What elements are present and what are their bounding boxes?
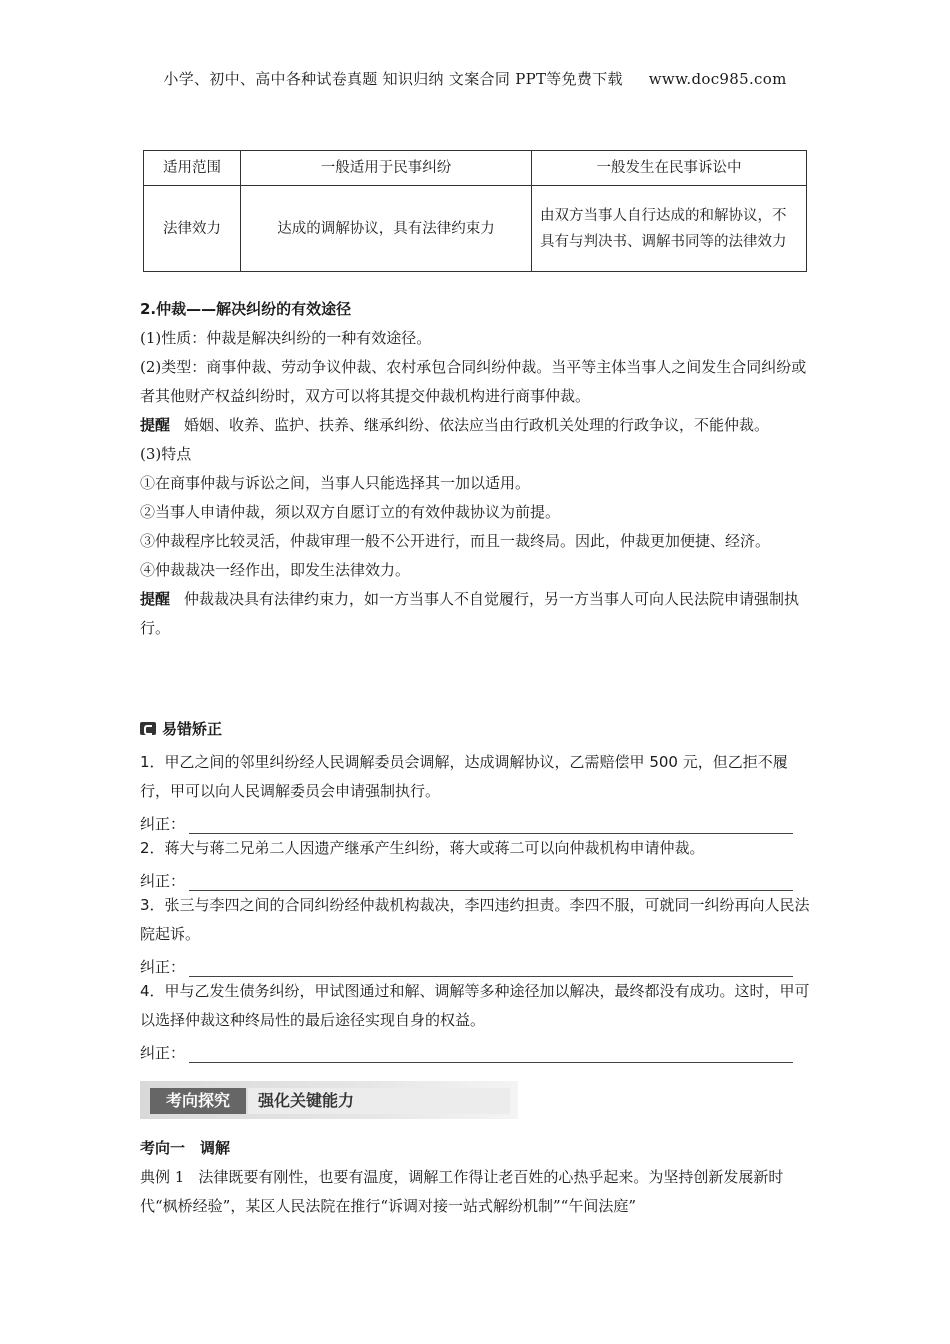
header-text: 小学、初中、高中各种试卷真题 知识归纳 文案合同 PPT等免费下载 [163, 70, 623, 88]
arbitration-section [140, 295, 810, 643]
section-title: 2.仲裁——解决纠纷的有效途径 [140, 300, 352, 318]
correction-label: 纠正： [140, 958, 186, 976]
types-text: (2)类型：商事仲裁、劳动争议仲裁、农村承包合同纠纷仲裁。当平等主体当事人之间发生合同纠纷或者其他财产权益纠纷时，双方可以将其提交仲裁机构进行商事仲裁。 [140, 358, 807, 405]
correction-label: 纠正： [140, 1044, 186, 1062]
row-label: 法律效力 [144, 186, 241, 272]
topic-section [140, 1134, 810, 1221]
tip-label: 提醒 [140, 416, 171, 434]
table-row [144, 186, 807, 272]
corrections-section [140, 716, 810, 1063]
section-banner [140, 1081, 518, 1119]
corrections-title: 易错矫正 [162, 719, 223, 738]
correction-input-line[interactable] [189, 872, 793, 891]
banner-primary: 考向探究 [150, 1088, 246, 1114]
mediation-cell: 达成的调解协议，具有法律约束力 [241, 186, 532, 272]
header-url[interactable]: www.doc985.com [648, 70, 787, 88]
topic-title: 考向一 调解 [140, 1139, 231, 1157]
feature-item: ②当事人申请仲裁，须以双方自愿订立的有效仲裁协议为前提。 [140, 503, 561, 521]
feature-item: ①在商事仲裁与诉讼之间，当事人只能选择其一加以适用。 [140, 474, 531, 492]
correction-input-line[interactable] [189, 1044, 793, 1063]
litigation-cell: 一般发生在民事诉讼中 [532, 151, 807, 186]
example-text: 法律既要有刚性，也要有温度，调解工作得让老百姓的心热乎起来。为坚持创新发展新时代“枫桥经验”，某区人民法院在推行“诉调对接一站式解纷机制”“午间法庭” [140, 1168, 784, 1215]
question-item: 2．蒋大与蒋二兄弟二人因遗产继承产生纠纷，蒋大或蒋二可以向仲裁机构申请仲裁。 [140, 839, 705, 857]
correction-row [140, 806, 810, 834]
correction-input-line[interactable] [189, 815, 793, 834]
question-item: 1．甲乙之间的邻里纠纷经人民调解委员会调解，达成调解协议，乙需赔偿甲 500 元，但乙拒不履行，甲可以向人民调解委员会申请强制执行。 [140, 753, 788, 800]
banner-secondary: 强化关键能力 [248, 1088, 510, 1114]
example-paragraph [140, 1163, 810, 1221]
tip-text: 仲裁裁决具有法律约束力，如一方当事人不自觉履行，另一方当事人可向人民法院申请强制执行。 [140, 590, 800, 637]
mediation-cell: 一般适用于民事纠纷 [241, 151, 532, 186]
tip-label: 提醒 [140, 590, 171, 608]
table-row [144, 151, 807, 186]
corrections-heading [140, 716, 810, 740]
tip-paragraph [140, 411, 810, 440]
correction-input-line[interactable] [189, 958, 793, 977]
feature-item: ③仲裁程序比较灵活，仲裁审理一般不公开进行，而且一裁终局。因此，仲裁更加便捷、经济。 [140, 532, 771, 550]
correction-label: 纠正： [140, 872, 186, 890]
litigation-cell: 由双方当事人自行达成的和解协议，不具有与判决书、调解书同等的法律效力 [532, 186, 807, 272]
tip-paragraph [140, 585, 810, 643]
correction-label: 纠正： [140, 815, 186, 833]
comparison-table [143, 150, 807, 272]
features-title: (3)特点 [140, 445, 192, 463]
question-item: 3．张三与李四之间的合同纠纷经仲裁机构裁决，李四违约担责。李四不服，可就同一纠纷再向人民法院起诉。 [140, 896, 810, 943]
correction-row [140, 1035, 810, 1063]
correction-row [140, 949, 810, 977]
tip-text: 婚姻、收养、监护、扶养、继承纠纷、依法应当由行政机关处理的行政争议，不能仲裁。 [184, 416, 770, 434]
correction-row [140, 863, 810, 891]
feature-item: ④仲裁裁决一经作出，即发生法律效力。 [140, 561, 411, 579]
nature-text: (1)性质：仲裁是解决纠纷的一种有效途径。 [140, 329, 432, 347]
row-label: 适用范围 [144, 151, 241, 186]
error-correction-icon [140, 722, 156, 735]
example-label: 典例 1 [140, 1168, 185, 1186]
page-header [0, 68, 950, 89]
question-item: 4．甲与乙发生债务纠纷，甲试图通过和解、调解等多种途径加以解决，最终都没有成功。这时，甲可以选择仲裁这种终局性的最后途径实现自身的权益。 [140, 982, 810, 1029]
